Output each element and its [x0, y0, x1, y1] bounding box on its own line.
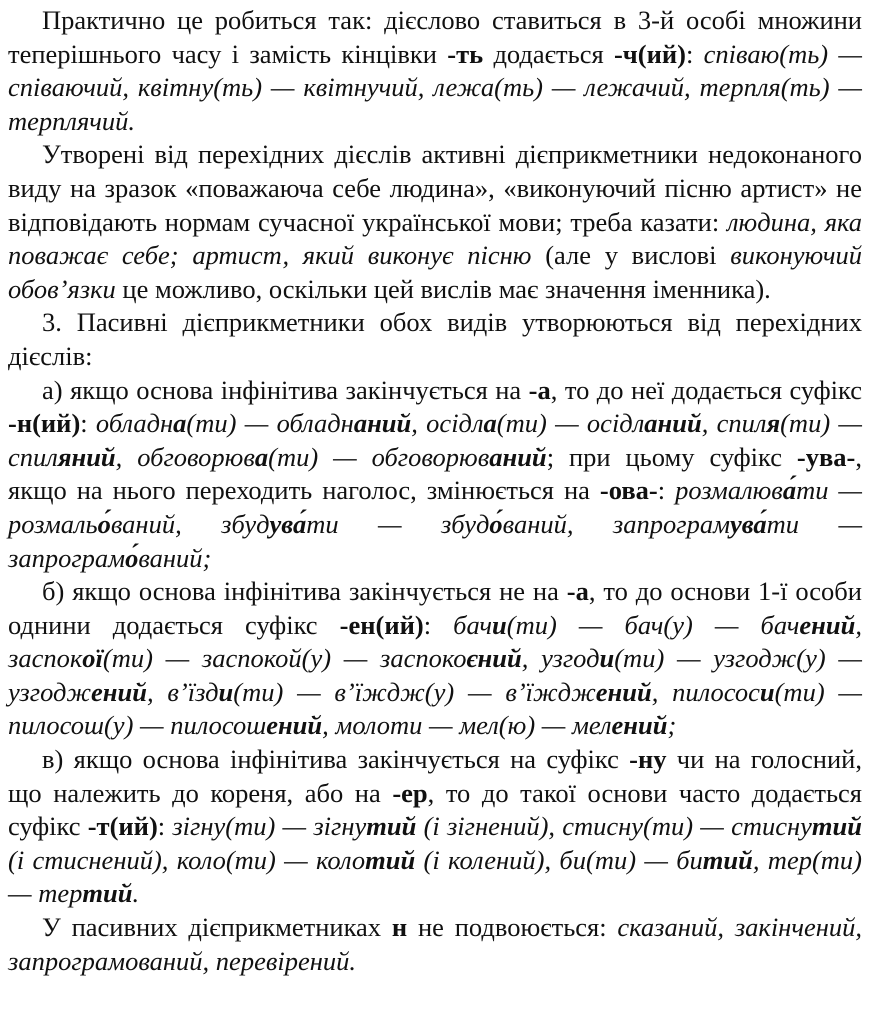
- text-segment: Утворені від перехідних дієслів активні дієприкметники недоконаного виду на зразок «поважаюча себе людина», «виконуючий пісню артист» не відповідають нормам сучасної української мови; треба казати:: [8, 139, 862, 237]
- text-segment: ти — збуд: [306, 508, 490, 539]
- text-segment: ти — запрограм: [8, 508, 863, 573]
- text-segment: тий: [702, 844, 753, 875]
- text-segment: я: [766, 408, 781, 439]
- paragraph-rule-a: [8, 374, 862, 576]
- paragraph-rule-b: [8, 575, 862, 743]
- text-segment: , осідл: [411, 408, 484, 439]
- text-segment: -ну: [629, 744, 667, 775]
- text-segment: (ти) — спил: [8, 408, 862, 472]
- text-segment: (і зігнений), стисну(ти) — стисну: [416, 811, 812, 842]
- text-segment: н: [391, 912, 408, 943]
- text-segment: ти — розмаль: [8, 475, 862, 539]
- text-segment: (ти) — обговорюв: [268, 441, 490, 472]
- text-segment: -ер: [392, 777, 428, 808]
- text-segment: Практично це робиться так: дієслово ставиться в 3-й особі множини теперішнього часу і замість кінцівки: [8, 5, 862, 69]
- text-segment: о́: [97, 508, 111, 539]
- text-segment: , в’їзд: [147, 676, 219, 707]
- text-segment: , то до такої основи часто додається суфікс: [8, 777, 862, 842]
- text-segment: тий: [811, 811, 862, 842]
- paragraph-passive-participles-intro: [8, 306, 862, 373]
- text-segment: тий: [366, 811, 417, 842]
- text-segment: (ти) — обладн: [186, 408, 354, 439]
- text-segment: У пасивних дієприкметниках: [42, 912, 392, 943]
- text-segment: :: [80, 408, 96, 439]
- text-segment: а: [483, 408, 497, 439]
- text-segment: -ен(ий): [339, 609, 424, 640]
- text-segment: -а: [566, 576, 589, 607]
- text-segment: 3. Пасивні дієприкметники обох видів утворюються від перехідних дієслів:: [8, 307, 862, 371]
- text-segment: , узгод: [521, 643, 600, 674]
- text-segment: яний: [57, 441, 116, 472]
- text-segment: и: [599, 643, 615, 674]
- text-segment: , обговорюв: [115, 441, 255, 472]
- text-segment: не подвоюється:: [407, 912, 618, 943]
- text-segment: ваний, запрограм: [502, 508, 730, 539]
- text-segment: , заспок: [8, 609, 862, 674]
- text-segment: , тер(ти) — тер: [8, 844, 862, 909]
- text-segment: ений: [799, 609, 856, 640]
- text-segment: (ти) — узгодж(у) — узгодж: [8, 643, 862, 707]
- text-segment: тий: [365, 844, 416, 875]
- text-segment: ений: [91, 676, 147, 707]
- text-segment: .: [132, 878, 140, 909]
- text-segment: тий: [82, 878, 133, 909]
- text-segment: (але у вислові: [531, 240, 731, 271]
- text-segment: аний: [489, 441, 547, 472]
- text-segment: , спил: [701, 408, 767, 439]
- text-segment: а́: [782, 475, 797, 506]
- paragraph-active-participles-norm: [8, 138, 862, 306]
- text-segment: -ува-: [796, 441, 856, 472]
- text-segment: ений: [611, 710, 668, 741]
- text-segment: б) якщо основа інфінітива закінчується не на: [42, 576, 567, 607]
- text-segment: (і колений), би(ти) — би: [415, 844, 703, 875]
- text-segment: чи на голосний, що належить до кореня, або на: [8, 744, 862, 808]
- text-segment: а: [254, 441, 269, 472]
- text-segment: ваний;: [138, 542, 212, 573]
- text-segment: це можливо, оскільки цей вислів має значення іменника).: [115, 273, 771, 304]
- text-segment: (ти) — бач(у) — бач: [506, 609, 800, 640]
- text-segment: :: [423, 609, 454, 640]
- text-segment: в) якщо основа інфінітива закінчується на суфікс: [42, 744, 630, 775]
- text-segment: и: [759, 676, 775, 707]
- text-segment: -т(ий): [87, 811, 158, 842]
- text-segment: (ти) — в’їждж(у) — в’їждж: [233, 676, 596, 707]
- text-segment: :: [657, 475, 676, 506]
- text-segment: ; при цьому суфікс: [546, 441, 797, 472]
- text-segment: , то до основи 1-ї особи однини додається суфікс: [8, 576, 862, 640]
- text-segment: (ти) — пилосош(у) — пилосош: [8, 676, 862, 741]
- paragraph-no-doubling: [8, 911, 862, 978]
- text-segment: :: [685, 38, 704, 69]
- text-segment: (ти) — заспокой(у) — заспоко: [102, 643, 467, 674]
- text-segment: людина, яка поважає себе; артист, який виконує пісню: [8, 206, 862, 271]
- text-segment: аний: [353, 408, 412, 439]
- text-segment: :: [157, 811, 173, 842]
- text-segment: -ч(ий): [613, 38, 686, 69]
- text-segment: розмалюв: [675, 475, 783, 506]
- text-segment: обладн: [95, 408, 174, 439]
- text-segment: додається: [483, 38, 614, 69]
- paragraph-participle-formation: [8, 4, 862, 138]
- text-segment: ої: [82, 643, 103, 674]
- text-segment: ува́: [729, 508, 767, 539]
- text-segment: ений: [266, 710, 323, 741]
- text-segment: о́: [489, 508, 503, 539]
- text-segment: (ти) — осідл: [496, 408, 645, 439]
- text-segment: а: [173, 408, 187, 439]
- text-segment: , якщо на нього переходить наголос, змінюється на: [8, 441, 862, 506]
- text-segment: а) якщо основа інфінітива закінчується на: [42, 374, 529, 405]
- text-segment: бач: [453, 609, 493, 640]
- text-segment: и: [492, 609, 507, 640]
- text-segment: співаю(ть) — співаючий, квітну(ть) — квітнучий, лежа(ть) — лежачий, терпля(ть) — терплячий.: [8, 38, 862, 136]
- text-segment: -н(ий): [8, 408, 81, 439]
- text-segment: (і стиснений), коло(ти) — коло: [8, 844, 366, 875]
- paragraph-rule-v: [8, 743, 862, 911]
- text-segment: -а: [528, 374, 551, 405]
- text-segment: , молоти — мел(ю) — мел: [322, 710, 612, 741]
- text-segment: , пилосос: [651, 676, 760, 707]
- text-segment: ува́: [269, 508, 307, 539]
- text-segment: ;: [667, 710, 677, 741]
- text-segment: и: [218, 676, 234, 707]
- text-segment: -ть: [447, 38, 484, 69]
- text-segment: сказаний, закінчений, запрограмований, перевірений.: [8, 912, 863, 976]
- text-segment: аний: [644, 408, 702, 439]
- text-segment: -ова-: [599, 475, 658, 506]
- text-segment: , то до неї додається суфікс: [550, 374, 862, 405]
- text-segment: ений: [595, 676, 652, 707]
- text-segment: ваний, збуд: [110, 508, 270, 539]
- text-segment: єний: [466, 643, 522, 674]
- text-segment: виконуючий обов’язки: [8, 240, 862, 304]
- text-segment: о́: [125, 542, 139, 573]
- text-segment: зігну(ти) — зігну: [172, 811, 367, 842]
